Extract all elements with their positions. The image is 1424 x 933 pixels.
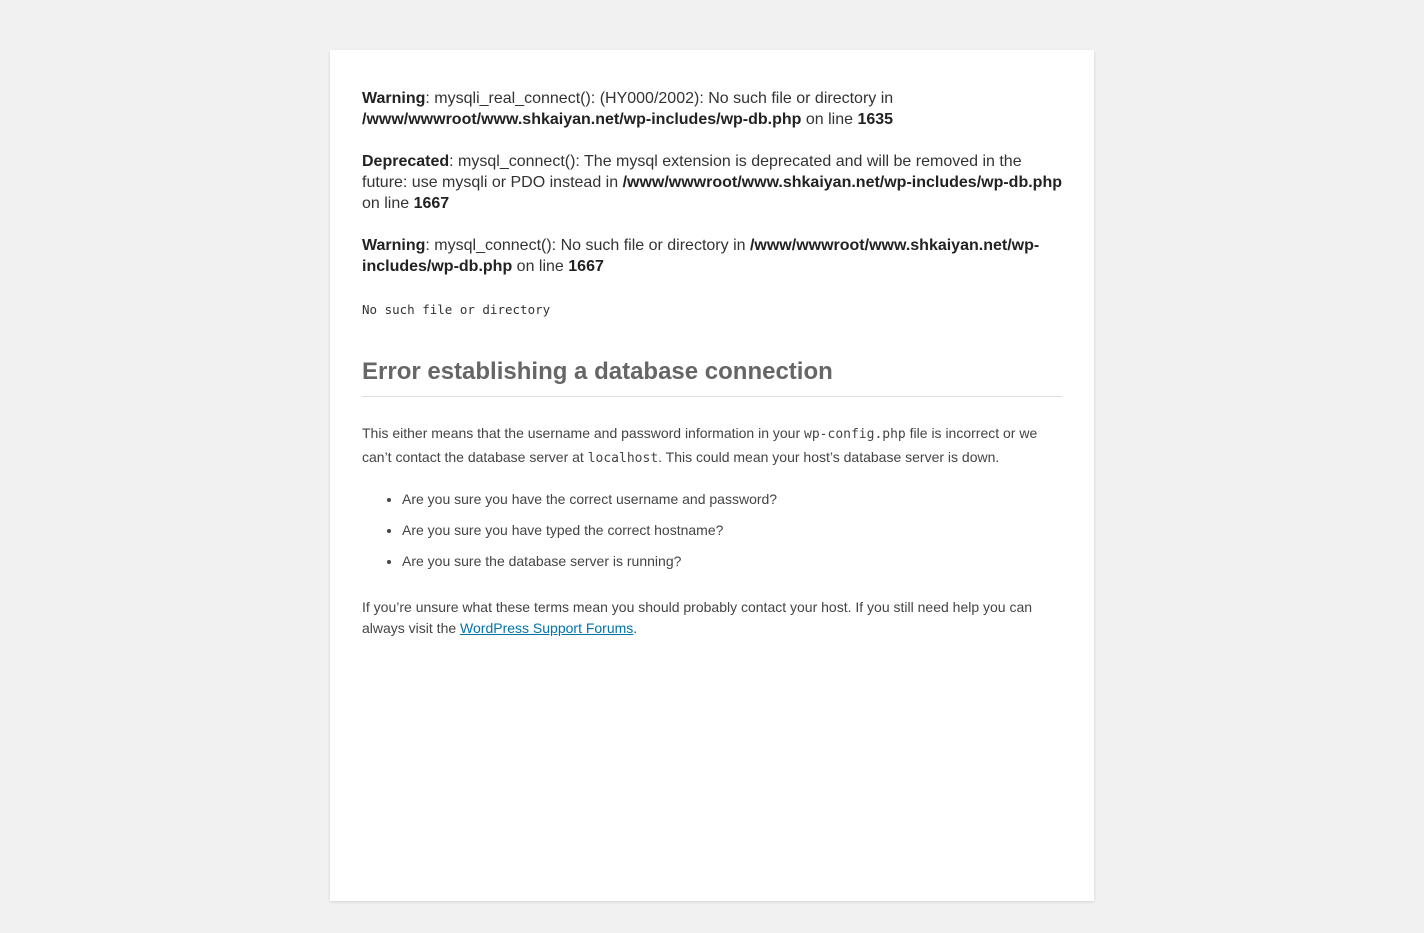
list-item: • Are you sure you have typed the correct hostname? [402,519,1062,541]
list-item: • Are you sure the database server is running? [402,550,1062,572]
notice-level: Warning [362,90,426,107]
notice-path: /www/wwwroot/www.shkaiyan.net/wp-includes/wp-db.php [622,174,1062,191]
notice-message: : mysql_connect(): The mysql extension is deprecated and will be removed in the future: use mysqli or PDO instead in [362,153,1022,191]
notice-line-number: 1635 [857,111,894,128]
config-filename: wp-config.php [804,427,906,442]
notice-path: /www/wwwroot/www.shkaiyan.net/wp-includes/wp-db.php [362,237,1040,275]
help-text-body: If you’re unsure what these terms mean you should probably contact your host. If you still need help you can always visit the [362,599,1033,636]
notice-line-label: on line [362,195,414,212]
help-text [362,597,1062,639]
raw-error-message: No such file or directory [362,302,551,317]
php-notice-1 [362,88,1062,130]
notice-message: : mysql_connect(): No such file or directory in [425,237,750,254]
notice-line-label: on line [801,111,858,128]
explanation-text: This either means that the username and password information in your [362,425,805,441]
troubleshooting-list [362,488,1062,572]
support-forums-link[interactable]: WordPress Support Forums [460,620,634,636]
notice-line-label: on line [512,258,569,275]
list-item: • Are you sure you have the correct username and password? [402,488,1062,510]
notice-line-number: 1667 [568,258,604,275]
notice-level: Warning [362,237,426,254]
explanation-text: . This could mean your host’s database server is down. [658,449,1000,465]
notice-message: : mysqli_real_connect(): (HY000/2002): No such file or directory in [425,90,894,107]
error-page-card [330,50,1094,901]
notice-path: /www/wwwroot/www.shkaiyan.net/wp-includes/wp-db.php [362,111,802,128]
php-notice-3 [362,235,1062,277]
error-explanation [362,422,1062,470]
explanation-text: file is incorrect or we can’t contact the database server at [362,425,1038,465]
help-text-end: . [633,620,638,636]
db-host: localhost [587,451,659,466]
page-title: Error establishing a database connection [362,357,1062,397]
php-notice-2 [362,151,1062,214]
notice-line-number: 1667 [413,195,450,212]
notice-level: Deprecated [362,153,450,170]
